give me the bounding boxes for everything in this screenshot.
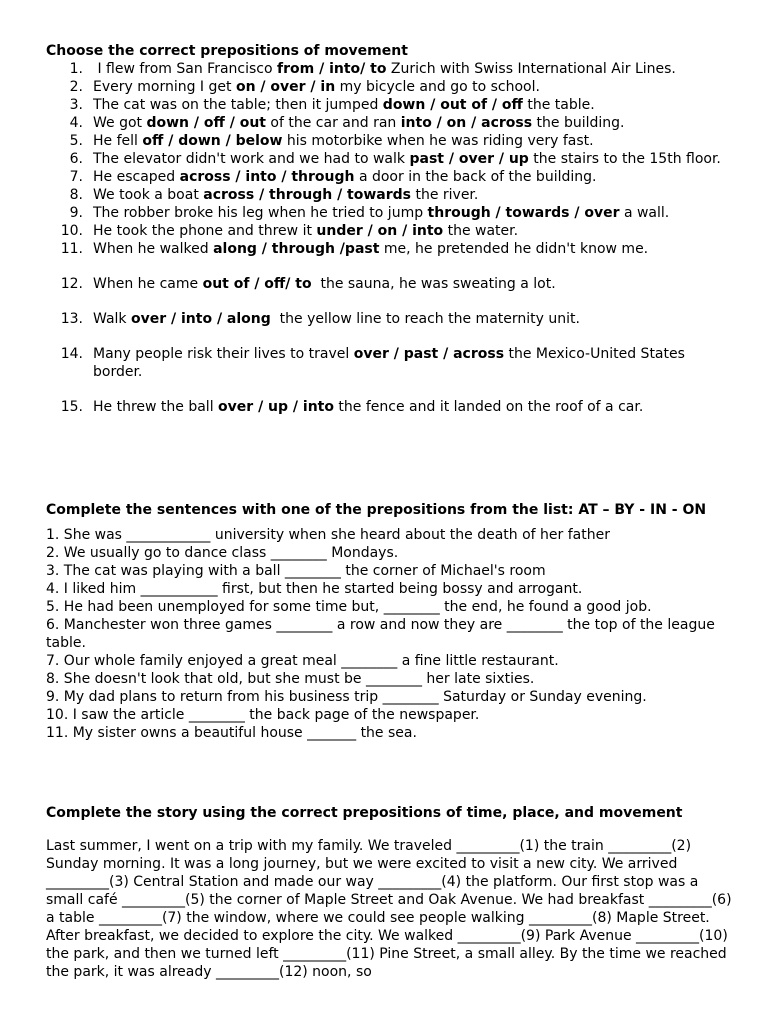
list-item: 14. Many people risk their lives to travel over / past / across the Mexico-United States border. <box>60 346 685 380</box>
list-item: 4. I liked him ___________ first, but then he started being bossy and arrogant. <box>46 581 583 597</box>
list-item: 10. He took the phone and threw it under / on / into the water. <box>60 223 519 239</box>
list-item: 12. When he came out of / off/ to the sauna, he was sweating a lot. <box>60 276 556 292</box>
list-item: 13. Walk over / into / along the yellow line to reach the maternity unit. <box>60 311 580 327</box>
list-item: 8. We took a boat across / through / towards the river. <box>69 187 479 203</box>
list-item: 9. The robber broke his leg when he tried to jump through / towards / over a wall. <box>69 205 670 221</box>
section-at-by-in-on <box>46 501 736 742</box>
list-item: 6. The elevator didn't work and we had to walk past / over / up the stairs to the 15th floor. <box>69 151 721 167</box>
list-item: 3. The cat was on the table; then it jumped down / out of / off the table. <box>69 97 595 113</box>
section-movement-heading: Choose the correct prepositions of movement <box>46 43 408 59</box>
list-item: 1. She was ____________ university when she heard about the death of her father <box>46 527 610 543</box>
section-story <box>46 804 736 981</box>
list-item: 5. He fell off / down / below his motorbike when he was riding very fast. <box>69 133 594 149</box>
fill-in-list <box>46 526 736 742</box>
movement-list <box>46 60 736 416</box>
list-item: 2. Every morning I get on / over / in my bicycle and go to school. <box>69 79 540 95</box>
list-item: 7. Our whole family enjoyed a great meal ________ a fine little restaurant. <box>46 653 559 669</box>
story-paragraph: Last summer, I went on a trip with my family. We traveled _________(1) the train _________(2) Sunday morning. It was a long journey, but we were excited to visit a new city. We arrived _________(3) Central Station and made our way _________(4) the platform. Our first stop was a small café _________(5) the corner of Maple Street and Oak Avenue. We had breakfast _________(6) a table _________(7) the window, where we could see people walking _________(8) Maple Street. After breakfast, we decided to explore the city. We walked _________(9) Park Avenue _________(10) the park, and then we turned left _________(11) Pine Street, a small alley. By the time we reached the park, it was already _________(12) noon, so <box>46 838 732 980</box>
list-item: 6. Manchester won three games ________ a row and now they are ________ the top of the league table. <box>46 617 715 651</box>
list-item: 7. He escaped across / into / through a door in the back of the building. <box>69 169 597 185</box>
list-item: 8. She doesn't look that old, but she must be ________ her late sixties. <box>46 671 535 687</box>
list-item: 11. My sister owns a beautiful house _______ the sea. <box>46 725 417 741</box>
list-item: 11. When he walked along / through /past me, he pretended he didn't know me. <box>60 241 649 257</box>
list-item: 5. He had been unemployed for some time but, ________ the end, he found a good job. <box>46 599 652 615</box>
list-item: 2. We usually go to dance class ________ Mondays. <box>46 545 399 561</box>
list-item: 1. I flew from San Francisco from / into/ to Zurich with Swiss International Air Lines. <box>69 61 676 77</box>
section-movement <box>46 42 736 416</box>
list-item: 9. My dad plans to return from his business trip ________ Saturday or Sunday evening. <box>46 689 647 705</box>
list-item: 3. The cat was playing with a ball ________ the corner of Michael's room <box>46 563 546 579</box>
list-item: 10. I saw the article ________ the back page of the newspaper. <box>46 707 480 723</box>
section-at-by-in-on-heading: Complete the sentences with one of the prepositions from the list: AT – BY - IN - ON <box>46 502 707 518</box>
section-story-heading: Complete the story using the correct prepositions of time, place, and movement <box>46 805 683 821</box>
list-item: 4. We got down / off / out of the car and ran into / on / across the building. <box>69 115 625 131</box>
list-item: 15. He threw the ball over / up / into the fence and it landed on the roof of a car. <box>60 399 644 415</box>
